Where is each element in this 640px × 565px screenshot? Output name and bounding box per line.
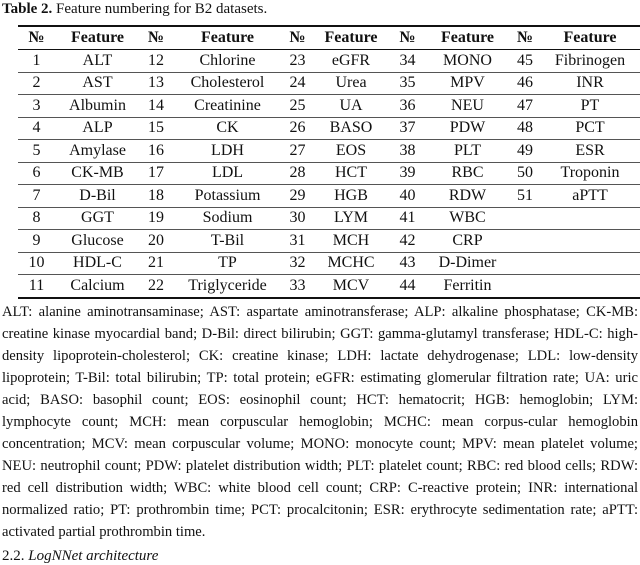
cell-number: 40 [390,185,425,208]
column-header-feature: Feature [440,29,494,46]
cell-feature: Glucose [55,230,140,253]
column-header-feature: Feature [324,29,378,46]
column-header-number: № [28,29,45,46]
cell-feature: Fibrinogen [540,50,640,73]
cell-feature: eGFR [312,50,390,73]
cell-feature: MONO [425,50,510,73]
cell-number: 5 [18,140,55,163]
table-row [18,95,640,118]
cell-feature [540,275,640,298]
cell-feature: Creatinine [172,95,283,118]
table-row [18,162,640,185]
cell-number: 27 [283,140,312,163]
column-header-number: № [399,29,416,46]
cell-number: 46 [510,72,540,95]
cell-number: 28 [283,162,312,185]
table-row [18,50,640,73]
cell-feature: RBC [425,162,510,185]
cell-number: 10 [18,252,55,275]
cell-feature: Potassium [172,185,283,208]
cell-number: 23 [283,50,312,73]
cell-number: 29 [283,185,312,208]
cell-number [510,275,540,298]
cell-feature: CK-MB [55,162,140,185]
column-header-number: № [147,29,165,46]
cell-feature: Troponin [540,162,640,185]
cell-number: 35 [390,72,425,95]
cell-feature: HCT [312,162,390,185]
cell-feature: Chlorine [172,50,283,73]
cell-number [510,207,540,230]
table-row [18,72,640,95]
column-header-number: № [516,29,534,46]
table-caption [0,0,640,18]
cell-feature [540,230,640,253]
caption-text: Feature numbering for B2 datasets. [52,1,268,17]
cell-number [510,230,540,253]
cell-number: 47 [510,95,540,118]
cell-number: 33 [289,276,306,294]
section-heading [2,547,640,565]
cell-feature: Amylase [55,140,140,163]
cell-feature: Ferritin [443,276,492,294]
cell-number: 18 [140,185,172,208]
cell-feature: aPTT [540,185,640,208]
cell-number: 44 [399,276,416,294]
cell-number: 14 [140,95,172,118]
cell-number: 37 [390,117,425,140]
cell-feature: EOS [312,140,390,163]
cell-number: 31 [283,230,312,253]
table-row [18,185,640,208]
cell-number: 30 [283,207,312,230]
cell-number: 51 [510,185,540,208]
column-header-number: № [289,29,306,46]
cell-number: 38 [390,140,425,163]
cell-feature: LDH [172,140,283,163]
cell-number: 2 [18,72,55,95]
cell-feature: Albumin [55,95,140,118]
cell-feature: INR [540,72,640,95]
cell-feature: MPV [425,72,510,95]
cell-feature: ALT [55,50,140,73]
cell-feature: UA [312,95,390,118]
cell-feature: Sodium [172,207,283,230]
table-row [18,117,640,140]
caption-label: Table 2. [2,1,53,17]
column-header-feature: Feature [200,29,254,46]
cell-number: 45 [510,50,540,73]
table-row [18,275,640,298]
cell-feature: PLT [425,140,510,163]
cell-number: 20 [140,230,172,253]
section-number: 2.2. [2,547,29,564]
cell-feature: MCV [332,276,370,294]
cell-feature: MCH [312,230,390,253]
cell-number: 39 [390,162,425,185]
cell-feature: PT [540,95,640,118]
feature-table [18,25,640,299]
cell-feature: D-Bil [55,185,140,208]
cell-feature: HGB [312,185,390,208]
cell-feature: Urea [312,72,390,95]
cell-feature: Cholesterol [172,72,283,95]
cell-number: 32 [283,252,312,275]
cell-number: 48 [510,117,540,140]
cell-feature: GGT [55,207,140,230]
cell-number: 6 [18,162,55,185]
cell-number: 3 [18,95,55,118]
cell-feature: LYM [312,207,390,230]
cell-feature: MCHC [312,252,390,275]
table-footnote: ALT: alanine aminotransaminase; AST: aspartate aminotransferase; ALP: alkaline phosphatase; CK-MB: creatine kinase myocardial band; D-Bil: direct bilirubin; GGT: gamma-glutamyl transferase; HDL-C: high-density lipoprotein-cholesterol; CK: creatine kinase; LDH: lactate dehydrogenase; LDL: low-density lipoprotein; T-Bil: total bilirubin; TP: total protein; eGFR: estimating glomerular filtration rate; UA: uric acid; BASO: basophil count; EOS: eosinophil count; HCT: hematocrit; HGB: hemoglobin; LYM: lymphocyte count; MCH: mean corpuscular hemoglobin; MCHC: mean corpus-cular hemoglobin concentration; MCV: mean corpuscular volume; MONO: monocyte count; MPV: mean platelet volume; NEU: neutrophil count; PDW: platelet distribution width; PLT: platelet count; RBC: red blood cells; RDW: red cell distribution width; WBC: white blood cell count; CRP: C-reactive protein; INR: international normalized ratio; PT: prothrombin time; PCT: procalcitonin; ESR: erythrocyte sedimentation rate; aPTT: activated partial prothrombin time. [2,303,638,540]
cell-number: 8 [18,207,55,230]
cell-feature: NEU [425,95,510,118]
cell-number: 1 [18,50,55,73]
table-row [18,207,640,230]
cell-feature: T-Bil [172,230,283,253]
table-row [18,230,640,253]
cell-number: 15 [140,117,172,140]
cell-feature: HDL-C [55,252,140,275]
column-header-feature: Feature [563,29,617,46]
cell-number: 21 [140,252,172,275]
cell-feature: LDL [172,162,283,185]
cell-number: 12 [140,50,172,73]
cell-feature: ESR [540,140,640,163]
cell-feature: CK [172,117,283,140]
cell-feature: RDW [425,185,510,208]
column-header-feature: Feature [70,29,124,46]
cell-number: 34 [390,50,425,73]
cell-feature: TP [172,252,283,275]
cell-number: 42 [390,230,425,253]
cell-number: 16 [140,140,172,163]
cell-number: 19 [140,207,172,230]
cell-number: 25 [283,95,312,118]
cell-number: 9 [18,230,55,253]
cell-number: 7 [18,185,55,208]
cell-feature: ALP [55,117,140,140]
cell-feature: D-Dimer [425,252,510,275]
cell-feature: Triglyceride [188,276,267,294]
cell-number: 24 [283,72,312,95]
cell-number [510,252,540,275]
cell-number: 41 [390,207,425,230]
table-row [18,252,640,275]
cell-feature: CRP [425,230,510,253]
cell-feature: BASO [312,117,390,140]
cell-number: 13 [140,72,172,95]
cell-number: 17 [140,162,172,185]
cell-number: 49 [510,140,540,163]
cell-feature: PCT [540,117,640,140]
cell-number: 50 [510,162,540,185]
cell-number: 26 [283,117,312,140]
cell-number: 43 [390,252,425,275]
section-title: LogNNet architecture [28,547,159,564]
cell-feature: Calcium [70,276,125,294]
cell-feature [540,252,640,275]
cell-feature: PDW [425,117,510,140]
cell-feature [540,207,640,230]
cell-number: 4 [18,117,55,140]
cell-feature: AST [55,72,140,95]
cell-number: 11 [28,276,45,294]
cell-number: 22 [148,276,164,294]
table-row [18,140,640,163]
cell-feature: WBC [425,207,510,230]
table-header-row [18,26,640,50]
cell-number: 36 [390,95,425,118]
